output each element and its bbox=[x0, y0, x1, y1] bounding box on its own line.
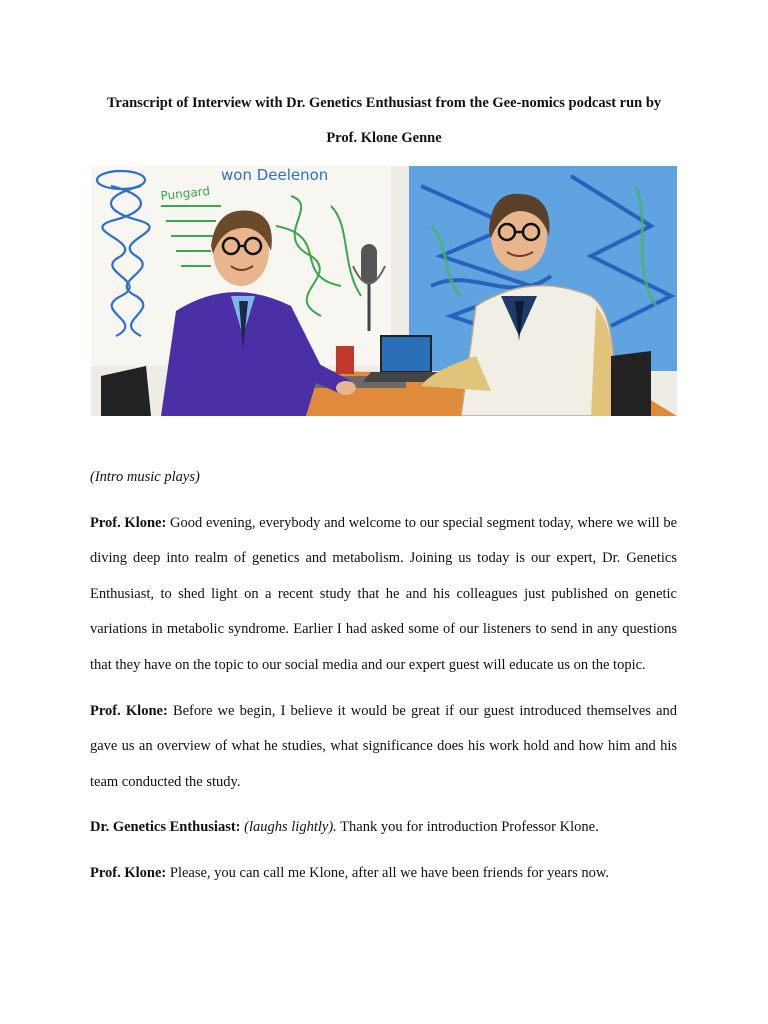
board-text-1: won Deelenon bbox=[221, 166, 329, 184]
document-title bbox=[91, 86, 677, 156]
title-line-2: Prof. Klone Genne bbox=[326, 130, 442, 146]
speech-text: Please, you can call me Klone, after all we have been friends for years now. bbox=[169, 864, 609, 881]
stage-direction: (Intro music plays) bbox=[90, 469, 200, 485]
transcript-paragraph bbox=[90, 460, 677, 496]
speech-text: Before we begin, I believe it would be great if our guest introduced themselves and gave us an overview of what he studies, what significance does his work hold and how him and his team conducted the study. bbox=[90, 702, 678, 790]
transcript-paragraph bbox=[90, 506, 677, 684]
transcript-paragraph bbox=[90, 856, 677, 892]
speaker-label: Prof. Klone: bbox=[90, 514, 167, 531]
transcript-paragraph bbox=[90, 810, 677, 846]
speech-text: Thank you for introduction Professor Klone. bbox=[340, 819, 599, 836]
speech-text: Good evening, everybody and welcome to our special segment today, where we will be diving deep into realm of genetics and metabolism. Joining us today is our expert, Dr. Genetics Enthusiast, to shed light on a recent study that he and his colleagues just published on genetic variations in metabolic syndrome. Earlier I had asked some of our listeners to send in any questions that they have on the topic to our social media and our expert guest will educate us on the topic. bbox=[90, 514, 678, 673]
speaker-label: Dr. Genetics Enthusiast: bbox=[90, 819, 241, 836]
stage-direction: (laughs lightly). bbox=[244, 819, 337, 836]
podcast-illustration bbox=[91, 166, 677, 416]
transcript-paragraph bbox=[90, 694, 677, 801]
title-line-1: Transcript of Interview with Dr. Genetics Enthusiast from the Gee-nomics podcast run by bbox=[106, 95, 662, 111]
board-text-2: Pungard bbox=[159, 183, 211, 203]
speaker-label: Prof. Klone: bbox=[90, 702, 168, 719]
speaker-label: Prof. Klone: bbox=[90, 864, 167, 881]
transcript-body bbox=[90, 460, 677, 902]
